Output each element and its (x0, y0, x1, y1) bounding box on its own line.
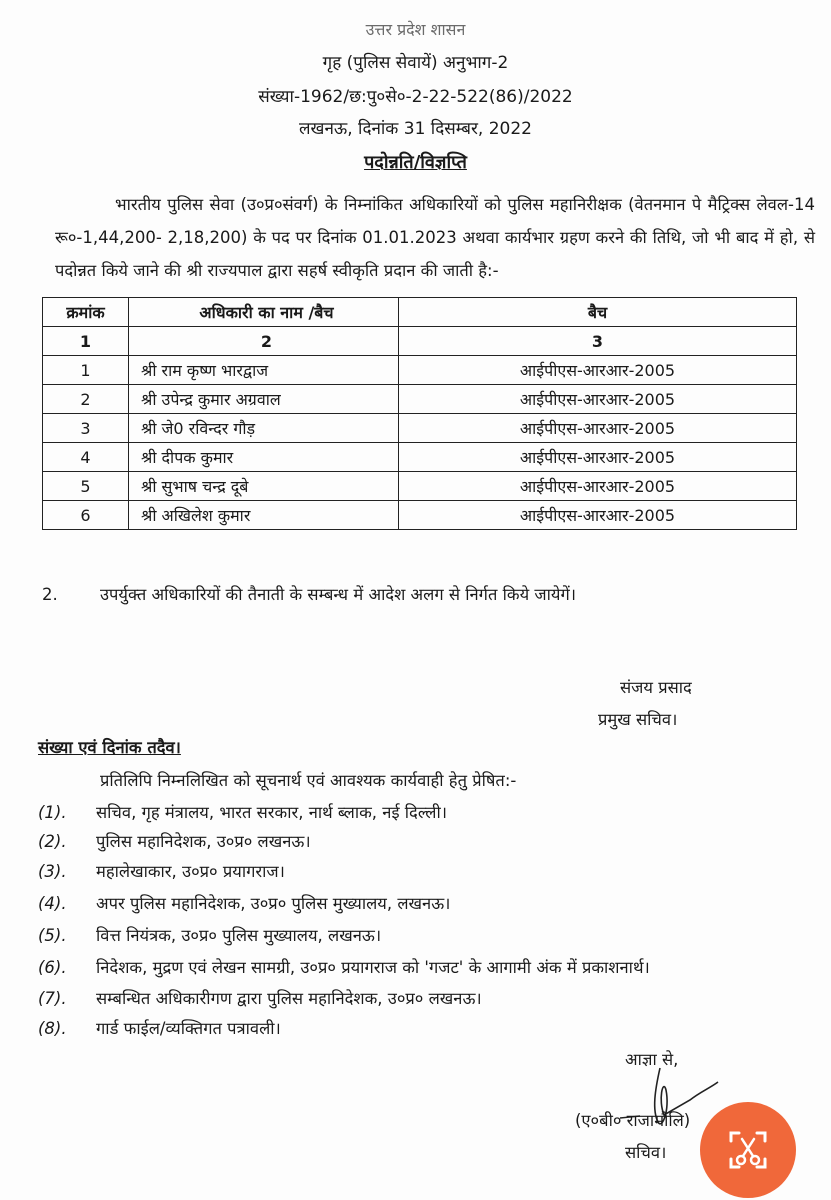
table-row (43, 414, 797, 443)
by-order-text: आज्ञा से, (625, 1050, 679, 1069)
copy-item-number: (6). (38, 958, 67, 977)
copy-item-text: सचिव, गृह मंत्रालय, भारत सरकार, नार्थ ब्लाक, नई दिल्ली। (96, 803, 447, 822)
department-heading: गृह (पुलिस सेवायें) अनुभाग-2 (322, 53, 509, 73)
copy-item-number: (4). (38, 894, 67, 913)
row-sno: 1 (43, 356, 129, 385)
row-batch: आईपीएस-आरआर-2005 (399, 501, 797, 530)
table-row (43, 443, 797, 472)
crop-button[interactable] (700, 1102, 796, 1198)
header-batch: बैच (399, 298, 797, 327)
copy-item-text: महालेखाकार, उ०प्र० प्रयागराज। (96, 862, 285, 881)
row-sno: 3 (43, 414, 129, 443)
row-sno: 5 (43, 472, 129, 501)
copy-item-text: सम्बन्धित अधिकारीगण द्वारा पुलिस महानिदेशक, उ०प्र० लखनऊ। (96, 989, 482, 1008)
header-name: अधिकारी का नाम /बैच (129, 298, 399, 327)
copy-heading: संख्या एवं दिनांक तदैव। (38, 738, 181, 757)
row-batch: आईपीएस-आरआर-2005 (399, 443, 797, 472)
copy-item (38, 1016, 281, 1039)
copy-item-number: (3). (38, 862, 67, 881)
copy-item-number: (1). (38, 803, 67, 822)
row-sno: 6 (43, 501, 129, 530)
table-header-row (43, 298, 797, 327)
copy-item-text: पुलिस महानिदेशक, उ०प्र० लखनऊ। (96, 832, 311, 851)
government-heading: उत्तर प्रदेश शासन (365, 20, 466, 39)
row-batch: आईपीएस-आरआर-2005 (399, 414, 797, 443)
copy-item-text: गार्ड फाईल/व्यक्तिगत पत्रावली। (96, 1019, 281, 1038)
header-sno: क्रमांक (43, 298, 129, 327)
column-number-row (43, 327, 797, 356)
point-2-number: 2. (42, 585, 58, 604)
column-number: 3 (399, 327, 797, 356)
copy-item (38, 923, 381, 946)
row-batch: आईपीएस-आरआर-2005 (399, 472, 797, 501)
copy-item-text: अपर पुलिस महानिदेशक, उ०प्र० पुलिस मुख्यालय, लखनऊ। (96, 894, 451, 913)
table-row (43, 356, 797, 385)
copy-item-text: वित्त नियंत्रक, उ०प्र० पुलिस मुख्यालय, लखनऊ। (96, 926, 382, 945)
copy-item (38, 800, 447, 823)
signatory-2-designation: सचिव। (625, 1143, 667, 1162)
signatory-2-name: (ए०बी० राजामौलि) (575, 1111, 691, 1130)
row-name: श्री राम कृष्ण भारद्वाज (129, 356, 399, 385)
copy-item-number: (2). (38, 832, 67, 851)
copy-item (38, 859, 285, 882)
row-name: श्री दीपक कुमार (129, 443, 399, 472)
reference-number: संख्या-1962/छ:पु०से०-2-22-522(86)/2022 (258, 87, 573, 107)
row-batch: आईपीएस-आरआर-2005 (399, 385, 797, 414)
copy-item (38, 955, 650, 978)
copy-item-text: निदेशक, मुद्रण एवं लेखन सामग्री, उ०प्र० प्रयागराज को 'गजट' के आगामी अंक में प्रकाशनार्थ। (96, 958, 650, 977)
row-sno: 2 (43, 385, 129, 414)
officers-table (42, 297, 797, 530)
point-2 (42, 582, 576, 605)
place-date: लखनऊ, दिनांक 31 दिसम्बर, 2022 (299, 119, 532, 139)
copy-item (38, 891, 450, 914)
table-row (43, 501, 797, 530)
row-name: श्री जे0 रविन्दर गौड़ (129, 414, 399, 443)
row-name: श्री अखिलेश कुमार (129, 501, 399, 530)
row-name: श्री उपेन्द्र कुमार अग्रवाल (129, 385, 399, 414)
copy-intro: प्रतिलिपि निम्नलिखित को सूचनार्थ एवं आवश्यक कार्यवाही हेतु प्रेषित:- (100, 771, 517, 790)
column-number: 1 (43, 327, 129, 356)
copy-item-number: (8). (38, 1019, 67, 1038)
notice-title: पदोन्नति/विज्ञप्ति (364, 152, 467, 173)
row-name: श्री सुभाष चन्द्र दूबे (129, 472, 399, 501)
signatory-1-designation: प्रमुख सचिव। (598, 710, 678, 729)
table-row (43, 385, 797, 414)
crop-scissors-icon (725, 1127, 771, 1173)
row-batch: आईपीएस-आरआर-2005 (399, 356, 797, 385)
signatory-1-name: संजय प्रसाद (620, 678, 692, 697)
copy-item-number: (7). (38, 989, 67, 1008)
copy-item (38, 829, 311, 852)
column-number: 2 (129, 327, 399, 356)
copy-item (38, 986, 482, 1009)
table-row (43, 472, 797, 501)
body-paragraph: भारतीय पुलिस सेवा (उ०प्र०संवर्ग) के निम्नांकित अधिकारियों को पुलिस महानिरीक्षक (वेतनमान पे मैट्रिक्स लेवल-14 रू०-1,44,200- 2,18,200) के पद पर दिनांक 01.01.2023 अथवा कार्यभार ग्रहण करने की तिथि, जो भी बाद में हो, से पदोन्नत किये जाने की श्री राज्यपाल द्वारा सहर्ष स्वीकृति प्रदान की जाती है:- (55, 195, 815, 280)
copy-item-number: (5). (38, 926, 67, 945)
point-2-text: उपर्युक्त अधिकारियों की तैनाती के सम्बन्ध में आदेश अलग से निर्गत किये जायेगें। (100, 585, 577, 604)
row-sno: 4 (43, 443, 129, 472)
